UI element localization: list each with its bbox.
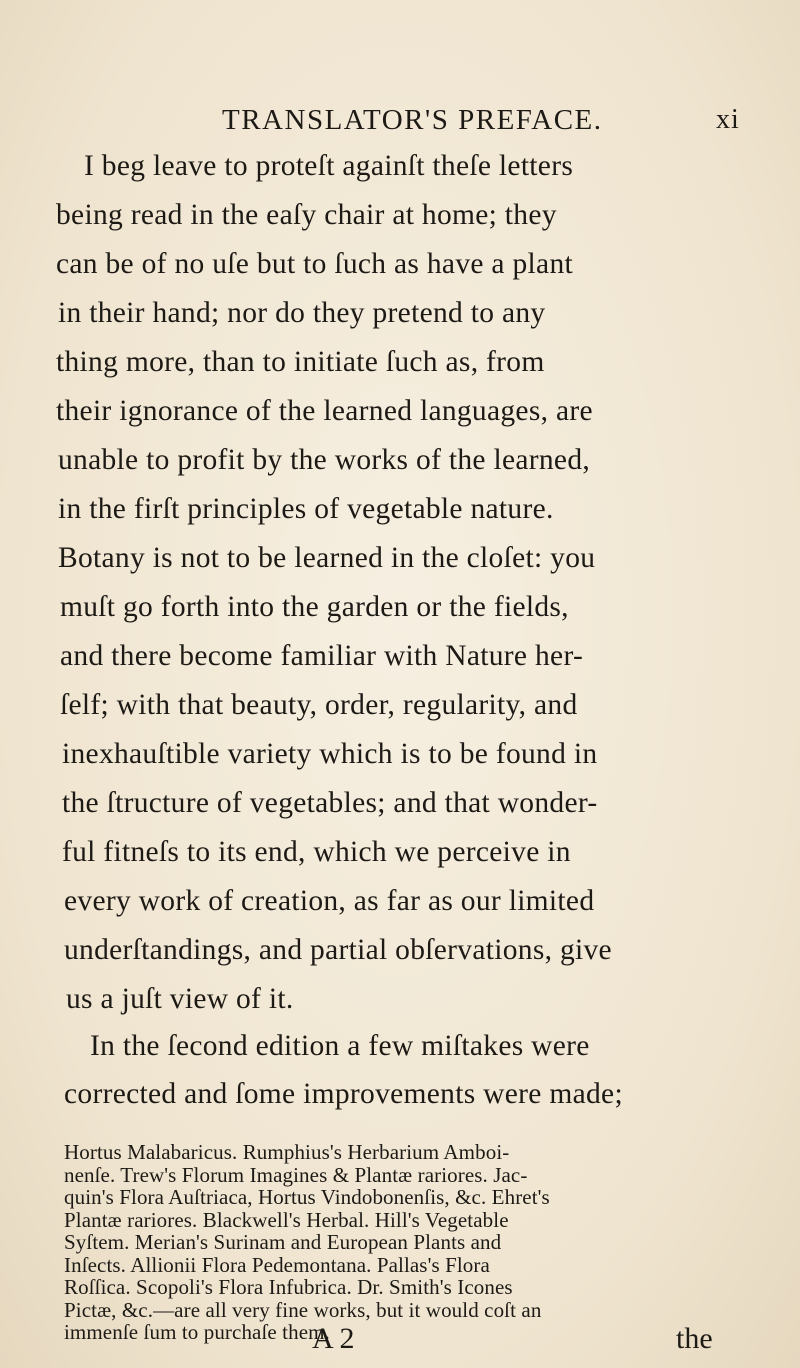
text-line: In the ſecond edition a few miſtakes were	[90, 1030, 590, 1062]
text-line: Plantæ rariores. Blackwell's Herbal. Hill's Vegetable	[64, 1207, 509, 1232]
text-line: Pictæ, &c.—are all very fine works, but it would coſt an	[64, 1297, 542, 1322]
text-line: every work of creation, as far as our limited	[64, 885, 595, 917]
text-line: Syſtem. Merian's Surinam and European Plants and	[64, 1230, 502, 1254]
text-line: ful fitneſs to its end, which we perceive in	[62, 836, 571, 868]
text-line: can be of no uſe but to ſuch as have a plant	[56, 248, 573, 280]
signature-mark: A 2	[312, 1322, 355, 1355]
text-line: underſtandings, and partial obſervations, give	[64, 934, 612, 966]
text-line: corrected and ſome improvements were made;	[64, 1078, 623, 1110]
text-line: being read in the eaſy chair at home; they	[56, 199, 557, 231]
text-line: thing more, than to initiate ſuch as, from	[56, 346, 545, 378]
text-line: the ſtructure of vegetables; and that wonder-	[62, 787, 598, 819]
text-line: and there become familiar with Nature her-	[60, 640, 584, 672]
catchword: the	[676, 1322, 713, 1355]
text-line: us a juſt view of it.	[66, 983, 294, 1015]
text-line: Inſects. Allionii Flora Pedemontana. Pallas's Flora	[64, 1252, 490, 1277]
text-line: ſelf; with that beauty, order, regularity, and	[60, 689, 578, 721]
text-line: in their hand; nor do they pretend to any	[58, 297, 546, 329]
running-title: TRANSLATOR'S PREFACE.	[222, 104, 603, 136]
text-line: quin's Flora Auſtriaca, Hortus Vindobonenſis, &c. Ehret's	[64, 1185, 550, 1209]
text-line: their ignorance of the learned languages, are	[56, 395, 593, 427]
text-line: I beg leave to proteſt againſt theſe letters	[84, 150, 574, 182]
page-number: xi	[716, 104, 740, 135]
text-line: Botany is not to be learned in the cloſet: you	[58, 542, 596, 574]
page-header	[0, 104, 800, 144]
text-line: in the firſt principles of vegetable nature.	[58, 493, 554, 525]
text-line: inexhauſtible variety which is to be found in	[62, 738, 598, 770]
text-line: nenſe. Trew's Florum Imagines & Plantæ rariores. Jac-	[64, 1162, 528, 1187]
text-line: muſt go forth into the garden or the fields,	[60, 591, 569, 623]
text-line: unable to profit by the works of the learned,	[58, 444, 591, 476]
text-line: immenſe ſum to purchaſe them.	[64, 1320, 330, 1344]
text-line: Hortus Malabaricus. Rumphius's Herbarium Amboi-	[64, 1140, 510, 1164]
text-line: Roſſica. Scopoli's Flora Infubrica. Dr. Smith's Icones	[64, 1275, 513, 1299]
